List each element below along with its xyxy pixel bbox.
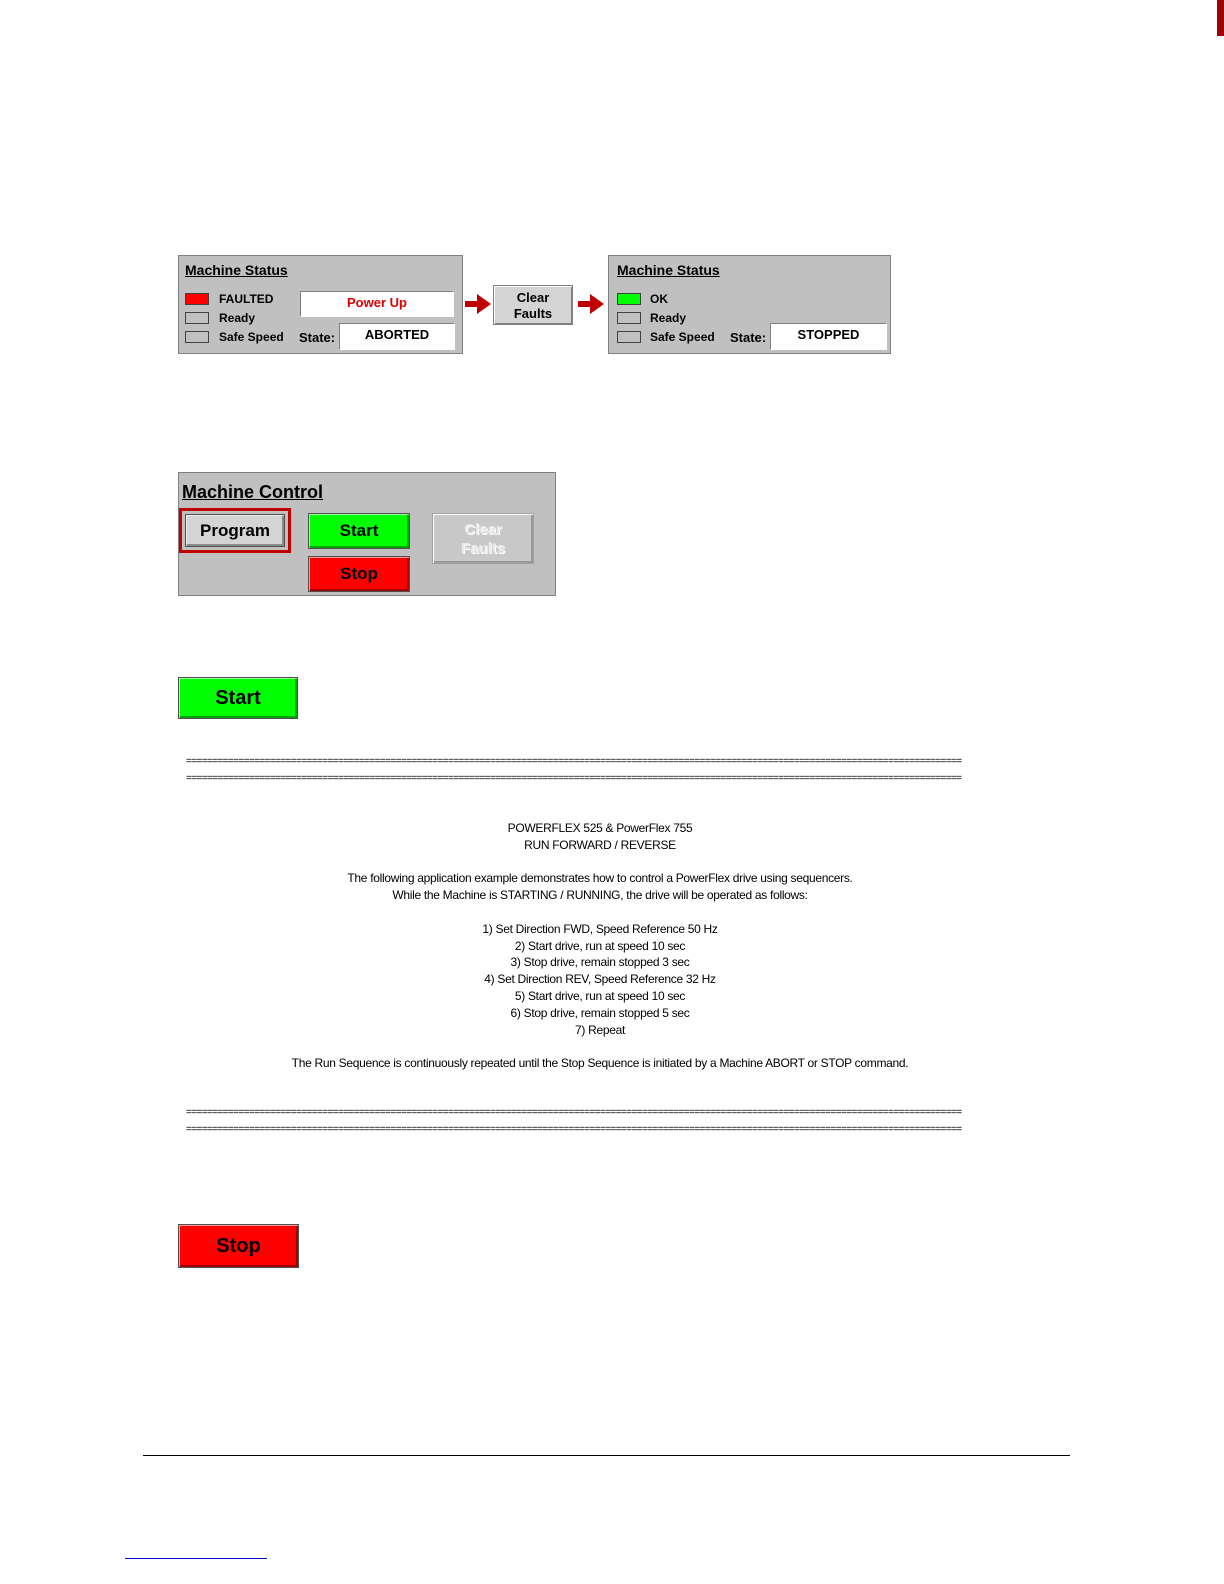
clear-faults-line2: Faults	[513, 306, 553, 321]
ok-indicator	[617, 293, 641, 305]
sequence-step: 4) Set Direction REV, Speed Reference 32 Hz	[484, 972, 716, 987]
safe-speed-indicator	[185, 331, 209, 343]
sequence-step: 6) Stop drive, remain stopped 5 sec	[510, 1005, 690, 1020]
ready-indicator	[617, 312, 641, 324]
ready-label: Ready	[219, 311, 256, 325]
state-label: State:	[299, 330, 336, 345]
description-intro: The following application example demonstrates how to control a PowerFlex drive using sequencers.	[347, 871, 853, 886]
faulted-indicator	[185, 293, 209, 305]
clear-faults-line1: Clear	[464, 521, 502, 538]
panel-title: Machine Status	[185, 262, 288, 278]
sequence-step: 2) Start drive, run at speed 10 sec	[514, 938, 686, 953]
machine-status-panel-faulted	[178, 255, 463, 354]
sequence-step: 7) Repeat	[575, 1022, 625, 1037]
page-edge-mark	[1217, 0, 1224, 36]
separator-line: ====================================================================================================================================================	[186, 774, 962, 784]
sequence-description	[186, 820, 1014, 1072]
machine-control-panel	[178, 472, 556, 596]
machine-status-panel-ok	[608, 255, 891, 354]
ok-label: OK	[650, 292, 668, 306]
description-subtitle: RUN FORWARD / REVERSE	[524, 837, 676, 852]
ready-indicator	[185, 312, 209, 324]
description-closing: The Run Sequence is continuously repeated until the Stop Sequence is initiated by a Machine ABORT or STOP command.	[291, 1056, 909, 1071]
clear-faults-button-disabled	[432, 513, 534, 564]
status-message: Power Up	[300, 291, 454, 317]
separator-line: ====================================================================================================================================================	[186, 757, 962, 767]
panel-title: Machine Status	[617, 262, 720, 278]
arrow-right-icon	[465, 294, 491, 314]
state-label: State:	[730, 330, 767, 345]
program-button[interactable]: Program	[185, 514, 285, 547]
footer-link-underline	[125, 1558, 267, 1559]
arrow-right-icon	[578, 294, 604, 314]
safe-speed-label: Safe Speed	[219, 330, 284, 344]
separator-line: ====================================================================================================================================================	[186, 1125, 962, 1135]
safe-speed-indicator	[617, 331, 641, 343]
description-title: POWERFLEX 525 & PowerFlex 755	[507, 821, 693, 835]
clear-faults-button[interactable]	[493, 285, 573, 325]
start-button[interactable]: Start	[178, 677, 298, 719]
sequence-step: 1) Set Direction FWD, Speed Reference 50 Hz	[482, 921, 718, 936]
ready-label: Ready	[650, 311, 687, 325]
state-value: ABORTED	[339, 323, 455, 350]
stop-button[interactable]: Stop	[178, 1224, 299, 1268]
panel-title: Machine Control	[182, 482, 324, 502]
program-highlight	[179, 508, 291, 553]
sequence-step: 3) Stop drive, remain stopped 3 sec	[510, 955, 690, 970]
stop-button[interactable]: Stop	[308, 556, 410, 592]
footer-rule	[143, 1455, 1070, 1456]
start-button[interactable]: Start	[308, 513, 410, 549]
separator-line: ====================================================================================================================================================	[186, 1108, 962, 1118]
faulted-label: FAULTED	[219, 292, 274, 306]
sequence-step: 5) Start drive, run at speed 10 sec	[514, 988, 686, 1003]
safe-speed-label: Safe Speed	[650, 330, 715, 344]
description-intro: While the Machine is STARTING / RUNNING, the drive will be operated as follows:	[392, 888, 808, 903]
state-value: STOPPED	[770, 323, 887, 350]
clear-faults-line2: Faults	[460, 540, 506, 557]
clear-faults-line1: Clear	[516, 290, 550, 305]
